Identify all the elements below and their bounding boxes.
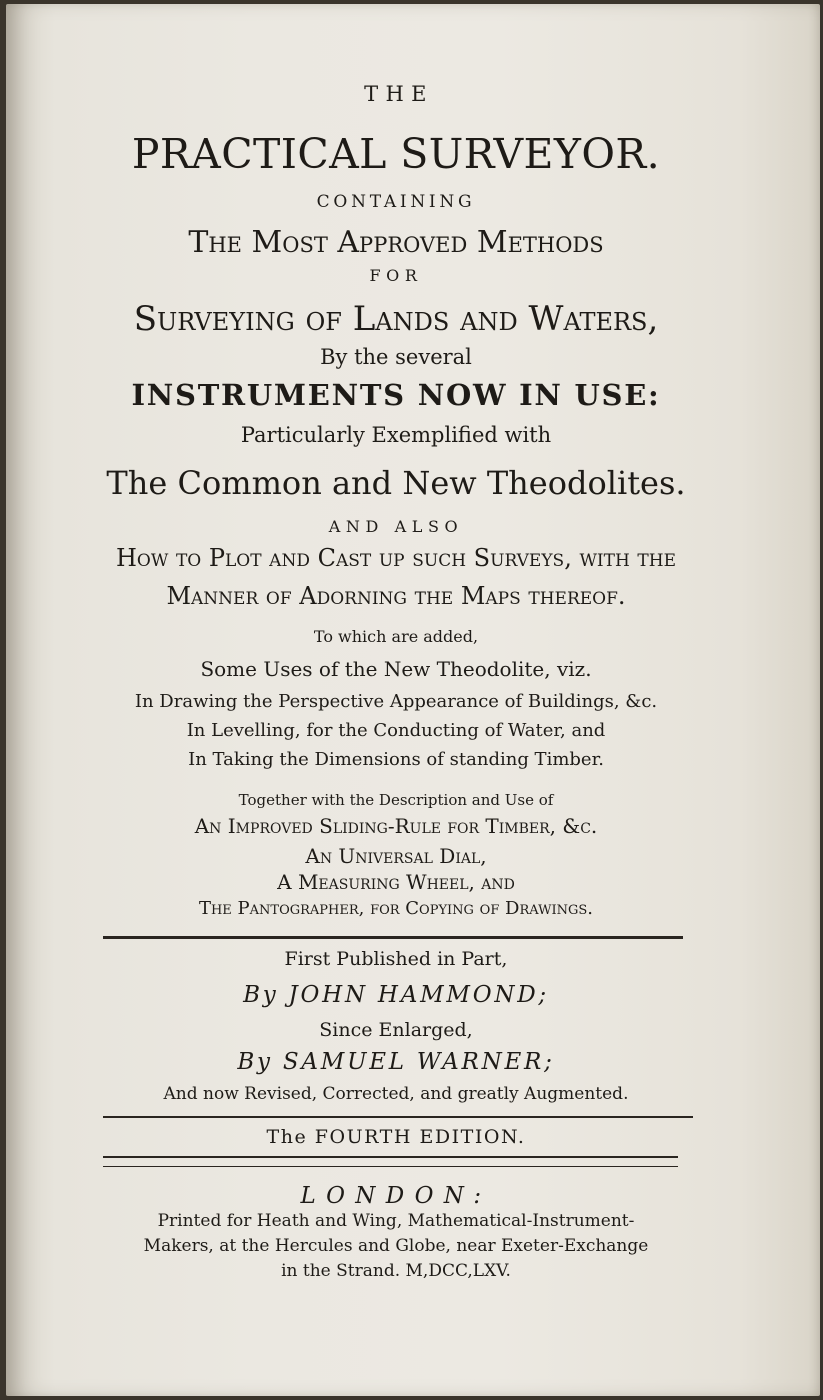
main-title: PRACTICAL SURVEYOR. [131,130,661,178]
instruments-line: INSTRUMENTS NOW IN USE: [131,378,661,412]
several-line: By the several [320,345,472,369]
imprint-line-2: Makers, at the Hercules and Globe, near Exeter-Exchange [143,1236,649,1256]
exemplified-line: Particularly Exemplified with [240,423,552,447]
revised-line: And now Revised, Corrected, and greatly Augmented. [163,1084,629,1104]
dial-line: An Universal Dial, [305,844,487,868]
methods-line: The Most Approved Methods [188,225,604,260]
sliding-rule-line: An Improved Sliding-Rule for Timber, &c. [194,814,598,838]
levelling-line: In Levelling, for the Conducting of Water, and [186,720,606,741]
lands-line: Surveying of Lands and Waters, [133,299,659,339]
timber-line: In Taking the Dimensions of standing Timber. [188,749,604,770]
edition-line: The FOURTH EDITION. [266,1126,526,1148]
uses-line: Some Uses of the New Theodolite, viz. [200,657,592,681]
rule-divider-3 [103,1156,678,1158]
first-published-line: First Published in Part, [284,948,508,970]
drawing-line: In Drawing the Perspective Appearance of Buildings, &c. [134,691,658,712]
imprint-line-3: in the Strand. M,DCC,LXV. [281,1261,511,1281]
rule-divider-2 [103,1116,693,1118]
imprint-line-1: Printed for Heath and Wing, Mathematical-Instrument- [157,1211,635,1231]
rule-divider-4 [103,1166,678,1167]
added-line: To which are added, [313,627,479,646]
adorning-line: Manner of Adorning the Maps thereof. [166,582,626,610]
enlarged-line: Since Enlarged, [319,1019,473,1041]
plot-line: How to Plot and Cast up such Surveys, with the [115,544,677,572]
by-warner-line: By SAMUEL WARNER; [237,1049,555,1075]
containing-line: CONTAINING [316,192,476,212]
by-hammond-line: By JOHN HAMMOND; [243,982,549,1008]
for-line: FOR [369,266,423,285]
pantographer-line: The Pantographer, for Copying of Drawings. [198,898,594,919]
theodolites-line: The Common and New Theodolites. [106,464,686,502]
together-line: Together with the Description and Use of [238,791,554,809]
title-page [6,4,820,1396]
rule-divider-1 [103,936,683,939]
wheel-line: A Measuring Wheel, and [277,870,515,894]
heading-the: THE [364,82,434,106]
london-line: LONDON: [300,1183,492,1209]
and-also-line: AND ALSO [328,517,464,536]
